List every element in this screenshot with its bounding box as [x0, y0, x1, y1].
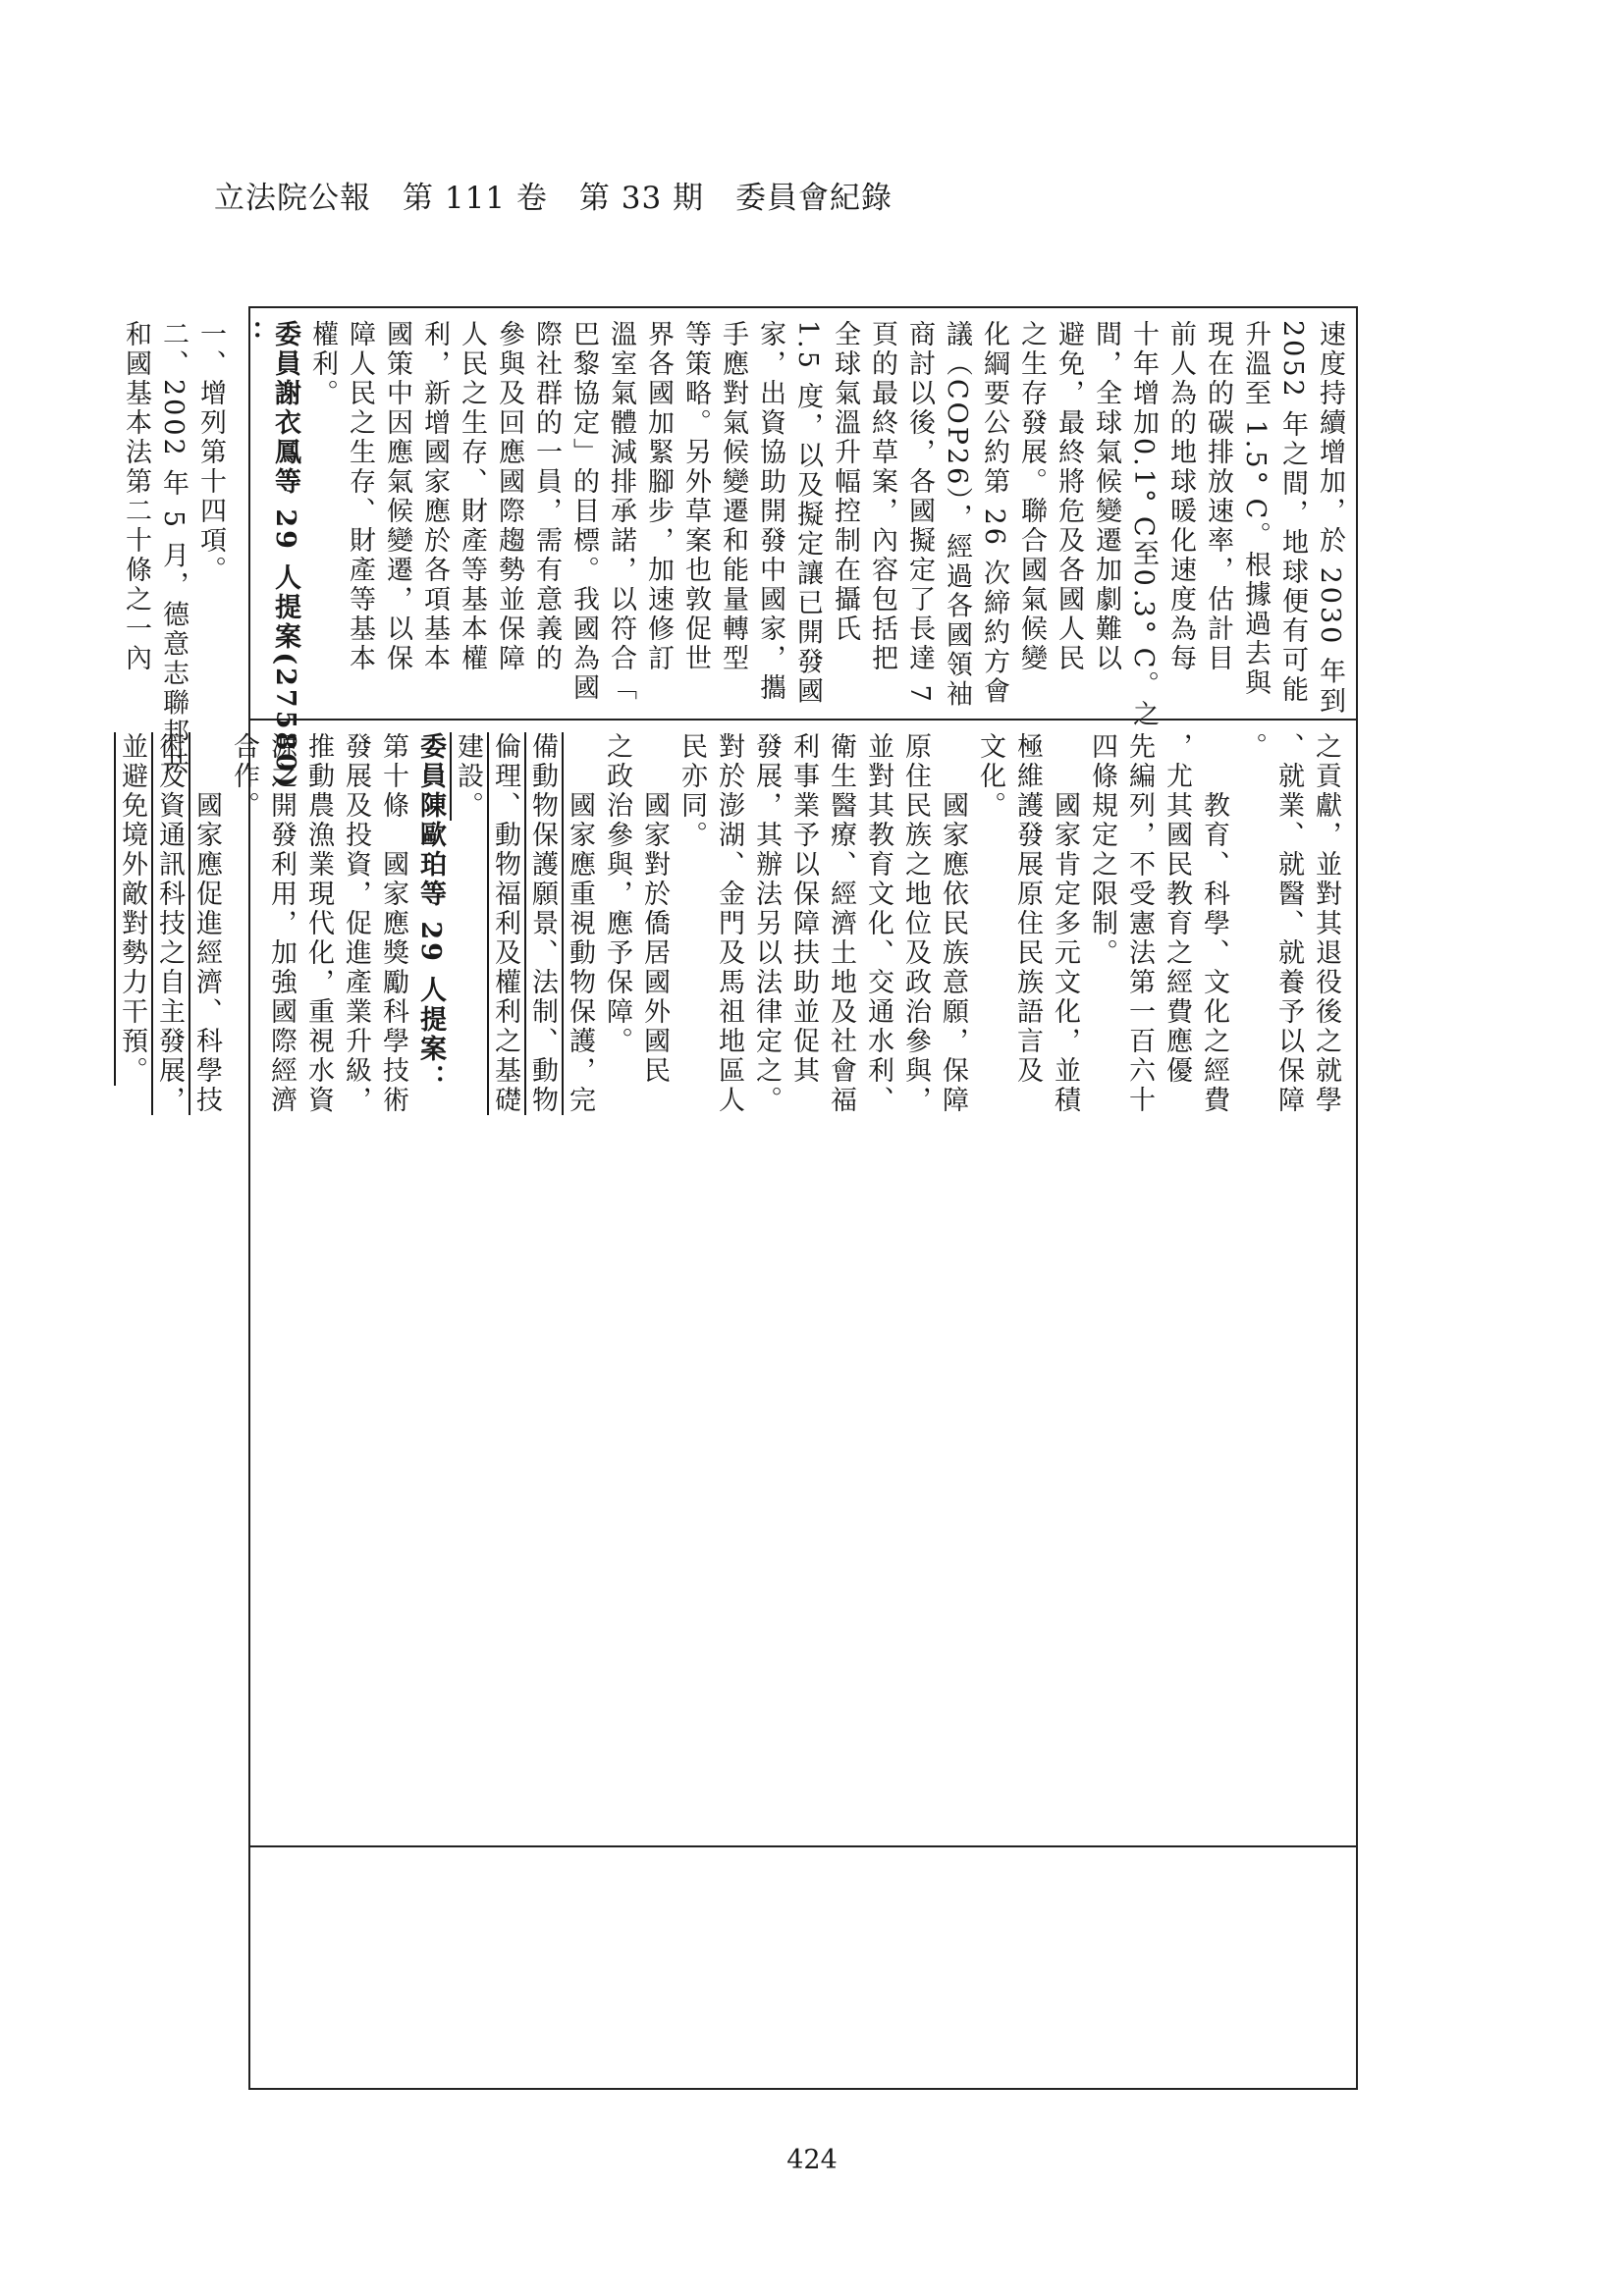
- article-line: 發展，其辦法另以法律定之。: [751, 732, 782, 1115]
- reason-line: 間，全球氣候變遷加劇難以: [1091, 320, 1121, 673]
- reason-line: 速度持續增加，於 2030 年到: [1315, 320, 1345, 717]
- table-row: [117, 721, 1356, 1847]
- article-line: 之政治參與，應予保障。: [602, 732, 632, 1056]
- article-line: 源之開發利用，加強國際經濟: [266, 732, 297, 1115]
- proposer-heading: 委員謝衣鳳等 29 人提案(27580): [270, 320, 300, 790]
- reason-line: 十年增加0.1° C至0.3° C。之: [1128, 320, 1159, 730]
- reason-line: 化綱要公約第 26 次締約方會: [979, 320, 1009, 707]
- article-line: 第十條 國家應獎勵科學技術: [378, 732, 408, 1115]
- added-text-line: 國家應促進經濟、科學技: [191, 732, 222, 1115]
- added-text-line: 建設。: [453, 732, 483, 821]
- reason-line: 障人民之生存、財產等基本: [345, 320, 375, 673]
- reason-line: 頁的最終草案，內容包括把: [867, 320, 897, 673]
- article-line: 教育、科學、文化之經費: [1199, 732, 1229, 1115]
- article-line: 合作。: [229, 732, 259, 821]
- reason-line: 家，出資協助開發中國家，攜: [755, 320, 785, 703]
- added-text-line: 國家應重視動物保護，完: [565, 732, 595, 1115]
- reason-line: 2052 年之間，地球便有可能: [1277, 320, 1308, 706]
- added-text-line: 術及資通訊科技之自主發展，: [154, 732, 185, 1115]
- reason-line: 際社群的一員，需有意義的: [531, 320, 562, 673]
- list-item: 和國基本法第二十條之一內: [121, 320, 151, 673]
- reason-line: 等策略。另外草案也敦促世: [680, 320, 711, 673]
- reason-line: 1.5 度，以及擬定讓已開發國: [792, 320, 823, 707]
- reason-line: 升溫至 1.5° C。根據過去與: [1240, 320, 1271, 699]
- article-line: 對於澎湖、金門及馬祖地區人: [714, 732, 744, 1115]
- article-line: 先編列，不受憲法第一百六十: [1124, 732, 1155, 1115]
- table-row: [250, 1847, 1356, 2090]
- article-line: 並對其教育文化、交通水利、: [863, 732, 893, 1115]
- reason-line: 全球氣溫升幅控制在攝氏: [830, 320, 860, 644]
- amendment-text: [113, 732, 1344, 1842]
- reason-line: 議（COP26），經過各國領袖: [942, 320, 972, 710]
- article-line: 衛生醫療、經濟土地及社會福: [826, 732, 856, 1115]
- proposer-colon: ：: [233, 320, 263, 349]
- article-line: 。: [1236, 732, 1267, 762]
- reason-line: 避免，最終將危及各國人民: [1054, 320, 1084, 673]
- reason-line: 人民之生存、財產等基本權: [457, 320, 487, 673]
- article-line: 利事業予以保障扶助並促其: [788, 732, 819, 1086]
- reason-line: 之生存發展。聯合國氣候變: [1016, 320, 1047, 673]
- reason-line: 商討以後，各國擬定了長達 7: [904, 320, 935, 705]
- list-item: 一、增列第十四項。: [195, 320, 226, 585]
- article-line: 國家應依民族意願，保障: [938, 732, 968, 1115]
- article-line: 、就業、就醫、就養予以保障: [1273, 732, 1304, 1115]
- article-line: 國家肯定多元文化，並積: [1050, 732, 1080, 1115]
- reason-line: 手應對氣候變遷和能量轉型: [718, 320, 748, 673]
- gazette-header: 立法院公報 第 111 卷 第 33 期 委員會紀錄: [214, 181, 893, 216]
- added-text-line: 倫理、動物福利及權利之基礎: [490, 732, 520, 1115]
- reason-line: 現在的碳排放速率，估計目: [1203, 320, 1233, 673]
- page-number: 424: [786, 2145, 838, 2175]
- article-line: 四條規定之限制。: [1087, 732, 1117, 968]
- article-line: 發展及投資，促進產業升級，: [341, 732, 371, 1115]
- article-line: 國家對於僑居國外國民: [639, 732, 670, 1086]
- article-line: 民亦同。: [677, 732, 707, 850]
- reason-line: 前人為的地球暖化速度為每: [1165, 320, 1196, 673]
- list-item: 二、2002 年 5 月，德意志聯邦共: [158, 320, 189, 777]
- article-line: 推動農漁業現代化，重視水資: [303, 732, 334, 1115]
- proposer-heading: 委員陳歐珀等 29 人提案：: [415, 732, 446, 1095]
- reason-line: 界各國加緊腳步，加速修訂: [643, 320, 674, 673]
- reason-line: 溫室氣體減排承諾，以符合「: [606, 320, 636, 703]
- article-line: ，尤其國民教育之經費應優: [1162, 732, 1192, 1086]
- amendment-table: [117, 306, 1358, 2090]
- reason-line: 權利。: [307, 320, 338, 408]
- reason-line: 巴黎協定」的目標。我國為國: [568, 320, 599, 703]
- reason-line: 國策中因應氣候變遷，以保: [382, 320, 412, 673]
- article-line: 文化。: [975, 732, 1005, 821]
- reason-line: 參與及回應國際趨勢並保障: [494, 320, 524, 673]
- added-text-line: 備動物保護願景、法制、動物: [527, 732, 558, 1115]
- article-line: 極維護發展原住民族語言及: [1012, 732, 1043, 1086]
- added-text-line: 並避免境外敵對勢力干預。: [117, 732, 147, 1086]
- article-line: 之貢獻，並對其退役後之就學: [1311, 732, 1341, 1115]
- article-line: 原住民族之地位及政治參與，: [900, 732, 931, 1115]
- reason-line: 利，新增國家應於各項基本: [419, 320, 450, 673]
